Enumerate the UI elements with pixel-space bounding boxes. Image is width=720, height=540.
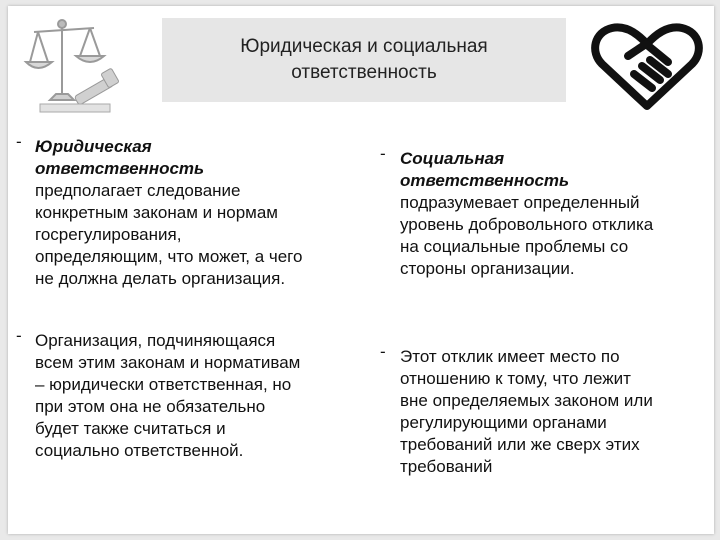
scales-of-justice-icon xyxy=(22,10,132,120)
legal-body-line: госрегулирования, xyxy=(35,225,182,244)
social-body-line: на социальные проблемы со xyxy=(400,237,629,256)
legal-responsibility-text xyxy=(35,136,302,290)
legal-heading-line-2: ответственность xyxy=(35,159,205,178)
legal-org-line: при этом она не обязательно xyxy=(35,397,266,416)
bullet-dash: - xyxy=(16,326,22,345)
social-body-line: стороны организации. xyxy=(400,259,575,278)
social-response-line: требований или же сверх этих xyxy=(400,435,640,454)
social-response-line: требований xyxy=(400,457,493,476)
legal-body-line: определяющим, что может, а чего xyxy=(35,247,303,266)
social-body-line: подразумевает определенный xyxy=(400,193,640,212)
social-response-line: Этот отклик имеет место по xyxy=(400,347,620,366)
legal-org-line: всем этим законам и нормативам xyxy=(35,353,301,372)
social-response-line: регулирующими органами xyxy=(400,413,607,432)
social-response-line: отношению к тому, что лежит xyxy=(400,369,631,388)
heart-handshake-icon xyxy=(588,22,706,112)
title-line-1: Юридическая и социальная xyxy=(240,36,488,57)
social-heading-line-2: ответственность xyxy=(400,171,570,190)
social-response-line: вне определяемых законом или xyxy=(400,391,653,410)
social-response-text xyxy=(400,346,653,478)
legal-body-line: конкретным законам и нормам xyxy=(35,203,278,222)
slide xyxy=(8,6,714,534)
bullet-dash: - xyxy=(380,342,386,361)
title-line-2: ответственность xyxy=(291,62,437,83)
social-responsibility-text xyxy=(400,148,653,280)
bullet-dash: - xyxy=(380,144,386,163)
social-body-line: уровень добровольного отклика xyxy=(400,215,654,234)
bullet-dash: - xyxy=(16,132,22,151)
social-heading-line-1: Социальная xyxy=(400,149,505,168)
legal-org-line: – юридически ответственная, но xyxy=(35,375,292,394)
legal-org-line: социально ответственной. xyxy=(35,441,244,460)
legal-org-line: Организация, подчиняющаяся xyxy=(35,331,276,350)
legal-organization-text xyxy=(35,330,300,462)
legal-body-line: не должна делать организация. xyxy=(35,269,286,288)
legal-body-line: предполагает следование xyxy=(35,181,241,200)
legal-org-line: будет также считаться и xyxy=(35,419,226,438)
legal-heading-line-1: Юридическая xyxy=(35,137,152,156)
title-box xyxy=(162,18,566,102)
